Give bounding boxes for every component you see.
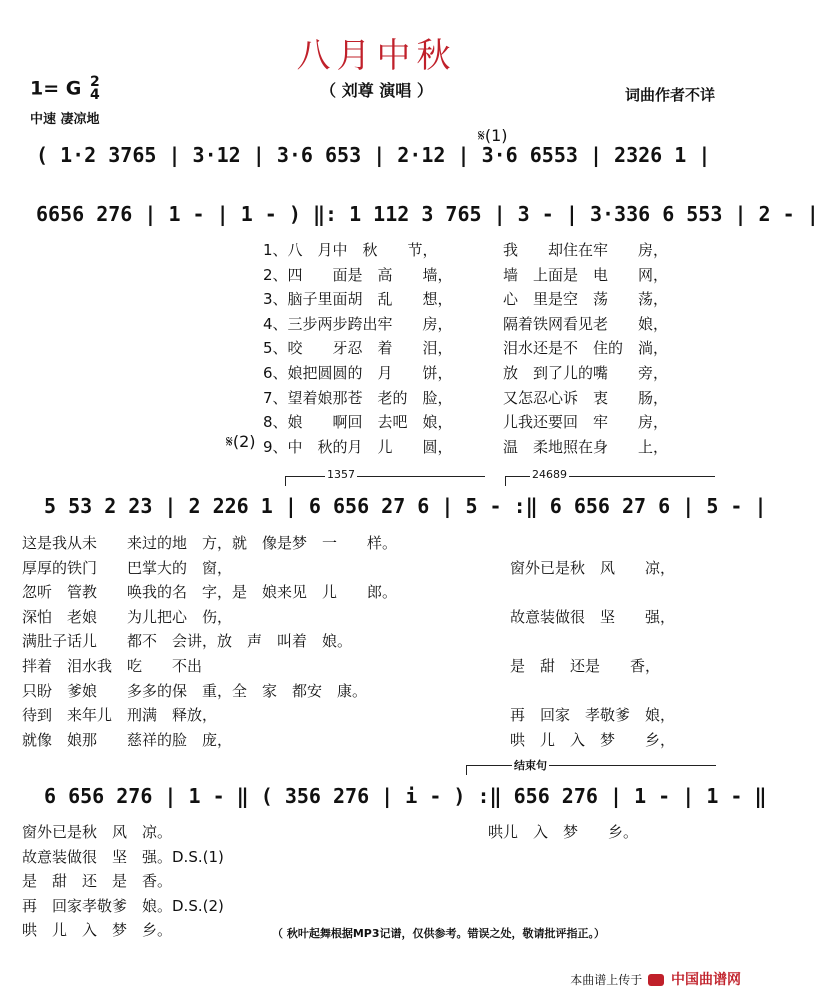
- measure: 656 276: [513, 784, 598, 808]
- measure: ‖: 1 112 3 765: [312, 202, 482, 226]
- author-credit: 词曲作者不详: [624, 86, 715, 104]
- ending-final-label: 结束句: [514, 759, 547, 772]
- lyric-line: [510, 531, 675, 556]
- lyric-line: 待到 来年儿 刑满 释放，: [22, 706, 218, 725]
- measure: | 3 -: [493, 202, 554, 226]
- verses-a-left: [263, 238, 453, 459]
- measure: | 1 -: [609, 784, 671, 808]
- lyric-line: 我 却住在牢 房，: [503, 241, 669, 259]
- measure: 6656 276: [36, 202, 133, 226]
- measure: | 3·12: [168, 143, 241, 167]
- lyric-line: 8、娘 啊回 去吧 娘，: [263, 413, 453, 432]
- measure: | 3·6 653: [252, 143, 362, 167]
- lyric-line: 3、脑子里面胡 乱 想，: [263, 290, 453, 309]
- notation-row-2: [36, 202, 819, 226]
- lyric-line: [510, 679, 675, 704]
- lyric-line: 隔着铁网看见老 娘，: [503, 314, 669, 333]
- ending-bracket-2-edge: [505, 476, 506, 486]
- measure: | 2 226 1: [164, 494, 273, 518]
- lyric-line: 7、望着娘那苍 老的 脸，: [263, 388, 453, 407]
- footer-uploaded-label: 本曲谱上传于: [570, 973, 643, 987]
- lyric-line: 4、三步两步跨出牢 房，: [263, 314, 453, 333]
- segno-1-icon: 𝄋(1): [478, 126, 508, 145]
- lyric-line: 1、八 月中 秋 节，: [263, 241, 438, 259]
- ending-bracket-1: [285, 476, 485, 477]
- ending-bracket-1-edge: [285, 476, 286, 486]
- lyric-line: [510, 580, 675, 605]
- lyric-line: 故意装做很 坚 强，: [510, 607, 676, 626]
- site-logo-icon: [648, 974, 664, 986]
- footer: [570, 969, 741, 989]
- lyric-line: 哄 儿 入 梦 乡。: [22, 921, 173, 940]
- site-logo[interactable]: [646, 972, 741, 988]
- lyric-line: 2、四 面是 高 墙，: [263, 265, 453, 284]
- lyric-line: 心 里是空 荡 荡，: [503, 290, 669, 309]
- measure: | 5 - |: [682, 494, 767, 518]
- lyric-line: 深怕 老娘 为儿把心 伤，: [22, 607, 233, 626]
- lyric-line: 是 甜 还是 香，: [510, 656, 661, 675]
- lyric-line: 儿我还要回 牢 房，: [503, 413, 669, 432]
- lyric-line: 这是我从未 来过的地 方，就 像是梦 一 样。: [22, 534, 398, 552]
- lyric-line: 墙 上面是 电 网，: [503, 265, 669, 284]
- transcription-note: （ 秋叶起舞根据MP3记谱，仅供参考。错误之处，敬请批评指正。）: [272, 927, 605, 940]
- lyric-line: 忽听 管教 唤我的名 字，是 娘来见 儿 郎。: [22, 583, 398, 602]
- verses-a-right: [503, 238, 668, 459]
- lyric-line: 拌着 泪水我 吃 不出: [22, 656, 203, 675]
- measure: | 3·336 6 553: [565, 202, 723, 226]
- lyric-line: 再 回家 孝敬爹 娘，: [510, 706, 676, 725]
- lyric-line: 泪水还是不 住的 淌，: [503, 339, 669, 358]
- measure: 6 656 27 6: [549, 494, 671, 518]
- lyric-line: 窗外已是秋 风 凉，: [510, 558, 676, 577]
- measure: | 2 - |: [734, 202, 819, 226]
- measure: | i - ) :‖: [381, 784, 502, 808]
- lyric-line: 6、娘把圆圆的 月 饼，: [263, 363, 453, 382]
- measure: ( 1·2 3765: [36, 143, 157, 167]
- lyric-line: 是 甜 还 是 香。: [22, 872, 173, 891]
- key-signature: [30, 76, 100, 102]
- time-numerator: 2: [89, 74, 100, 90]
- page-title: 八月中秋: [296, 36, 457, 76]
- singer-credit: （ 刘尊 演唱 ）: [320, 81, 433, 100]
- notation-row-1: [36, 143, 710, 167]
- site-name: 中国曲谱网: [671, 972, 741, 988]
- lyric-line: 哄儿 入 梦 乡。: [488, 823, 639, 841]
- notation-row-3: [44, 494, 767, 518]
- lyric-line: 9、中 秋的月 儿 圆，: [263, 437, 453, 456]
- verses-b-right: [510, 531, 675, 752]
- ending-bracket-final: [466, 765, 716, 766]
- key-label: 1= G: [30, 77, 82, 100]
- measure: | 1 - | 1 - ): [144, 202, 301, 226]
- lyric-line: 满肚子话儿 都不 会讲，放 声 叫着 娘。: [22, 632, 353, 651]
- measure: | 6 656 27 6: [284, 494, 430, 518]
- measure: | 2·12: [373, 143, 446, 167]
- verses-c-right: [488, 820, 638, 845]
- ending-2-label: 24689: [532, 468, 567, 481]
- notation-row-4: [44, 784, 767, 808]
- lyric-line: 哄 儿 入 梦 乡，: [510, 730, 676, 749]
- verses-c-left: [22, 820, 224, 943]
- segno-2-icon: 𝄋(2): [226, 432, 256, 451]
- verses-b-left: [22, 531, 397, 752]
- lyric-line: 再 回家孝敬爹 娘。D.S.(2): [22, 896, 224, 915]
- measure: | 5 - :‖: [441, 494, 538, 518]
- tempo-marking: 中速 凄凉地: [30, 112, 100, 127]
- lyric-line: [510, 629, 675, 654]
- measure: 5 53 2 23: [44, 494, 153, 518]
- lyric-line: 窗外已是秋 风 凉。: [22, 823, 173, 841]
- time-denominator: 4: [89, 87, 100, 103]
- lyric-line: 故意装做很 坚 强。D.S.(1): [22, 847, 224, 866]
- measure: 6 656 276: [44, 784, 153, 808]
- lyric-line: 5、咬 牙忍 着 泪，: [263, 339, 453, 358]
- lyric-line: 就像 娘那 慈祥的脸 庞，: [22, 730, 233, 749]
- lyric-line: 厚厚的铁门 巴掌大的 窗，: [22, 558, 233, 577]
- lyric-line: 又怎忍心诉 衷 肠，: [503, 388, 669, 407]
- ending-bracket-final-edge: [466, 765, 467, 775]
- lyric-line: 放 到了儿的嘴 旁，: [503, 363, 669, 382]
- ending-1-label: 1357: [327, 468, 355, 481]
- measure: | 3·6 6553: [457, 143, 578, 167]
- lyric-line: 温 柔地照在身 上，: [503, 437, 669, 456]
- measure: | 1 - ‖: [682, 784, 767, 808]
- measure: | 1 - ‖ ( 356 276: [164, 784, 370, 808]
- lyric-line: 只盼 爹娘 多多的保 重，全 家 都安 康。: [22, 681, 368, 700]
- measure: | 2326 1 |: [589, 143, 711, 167]
